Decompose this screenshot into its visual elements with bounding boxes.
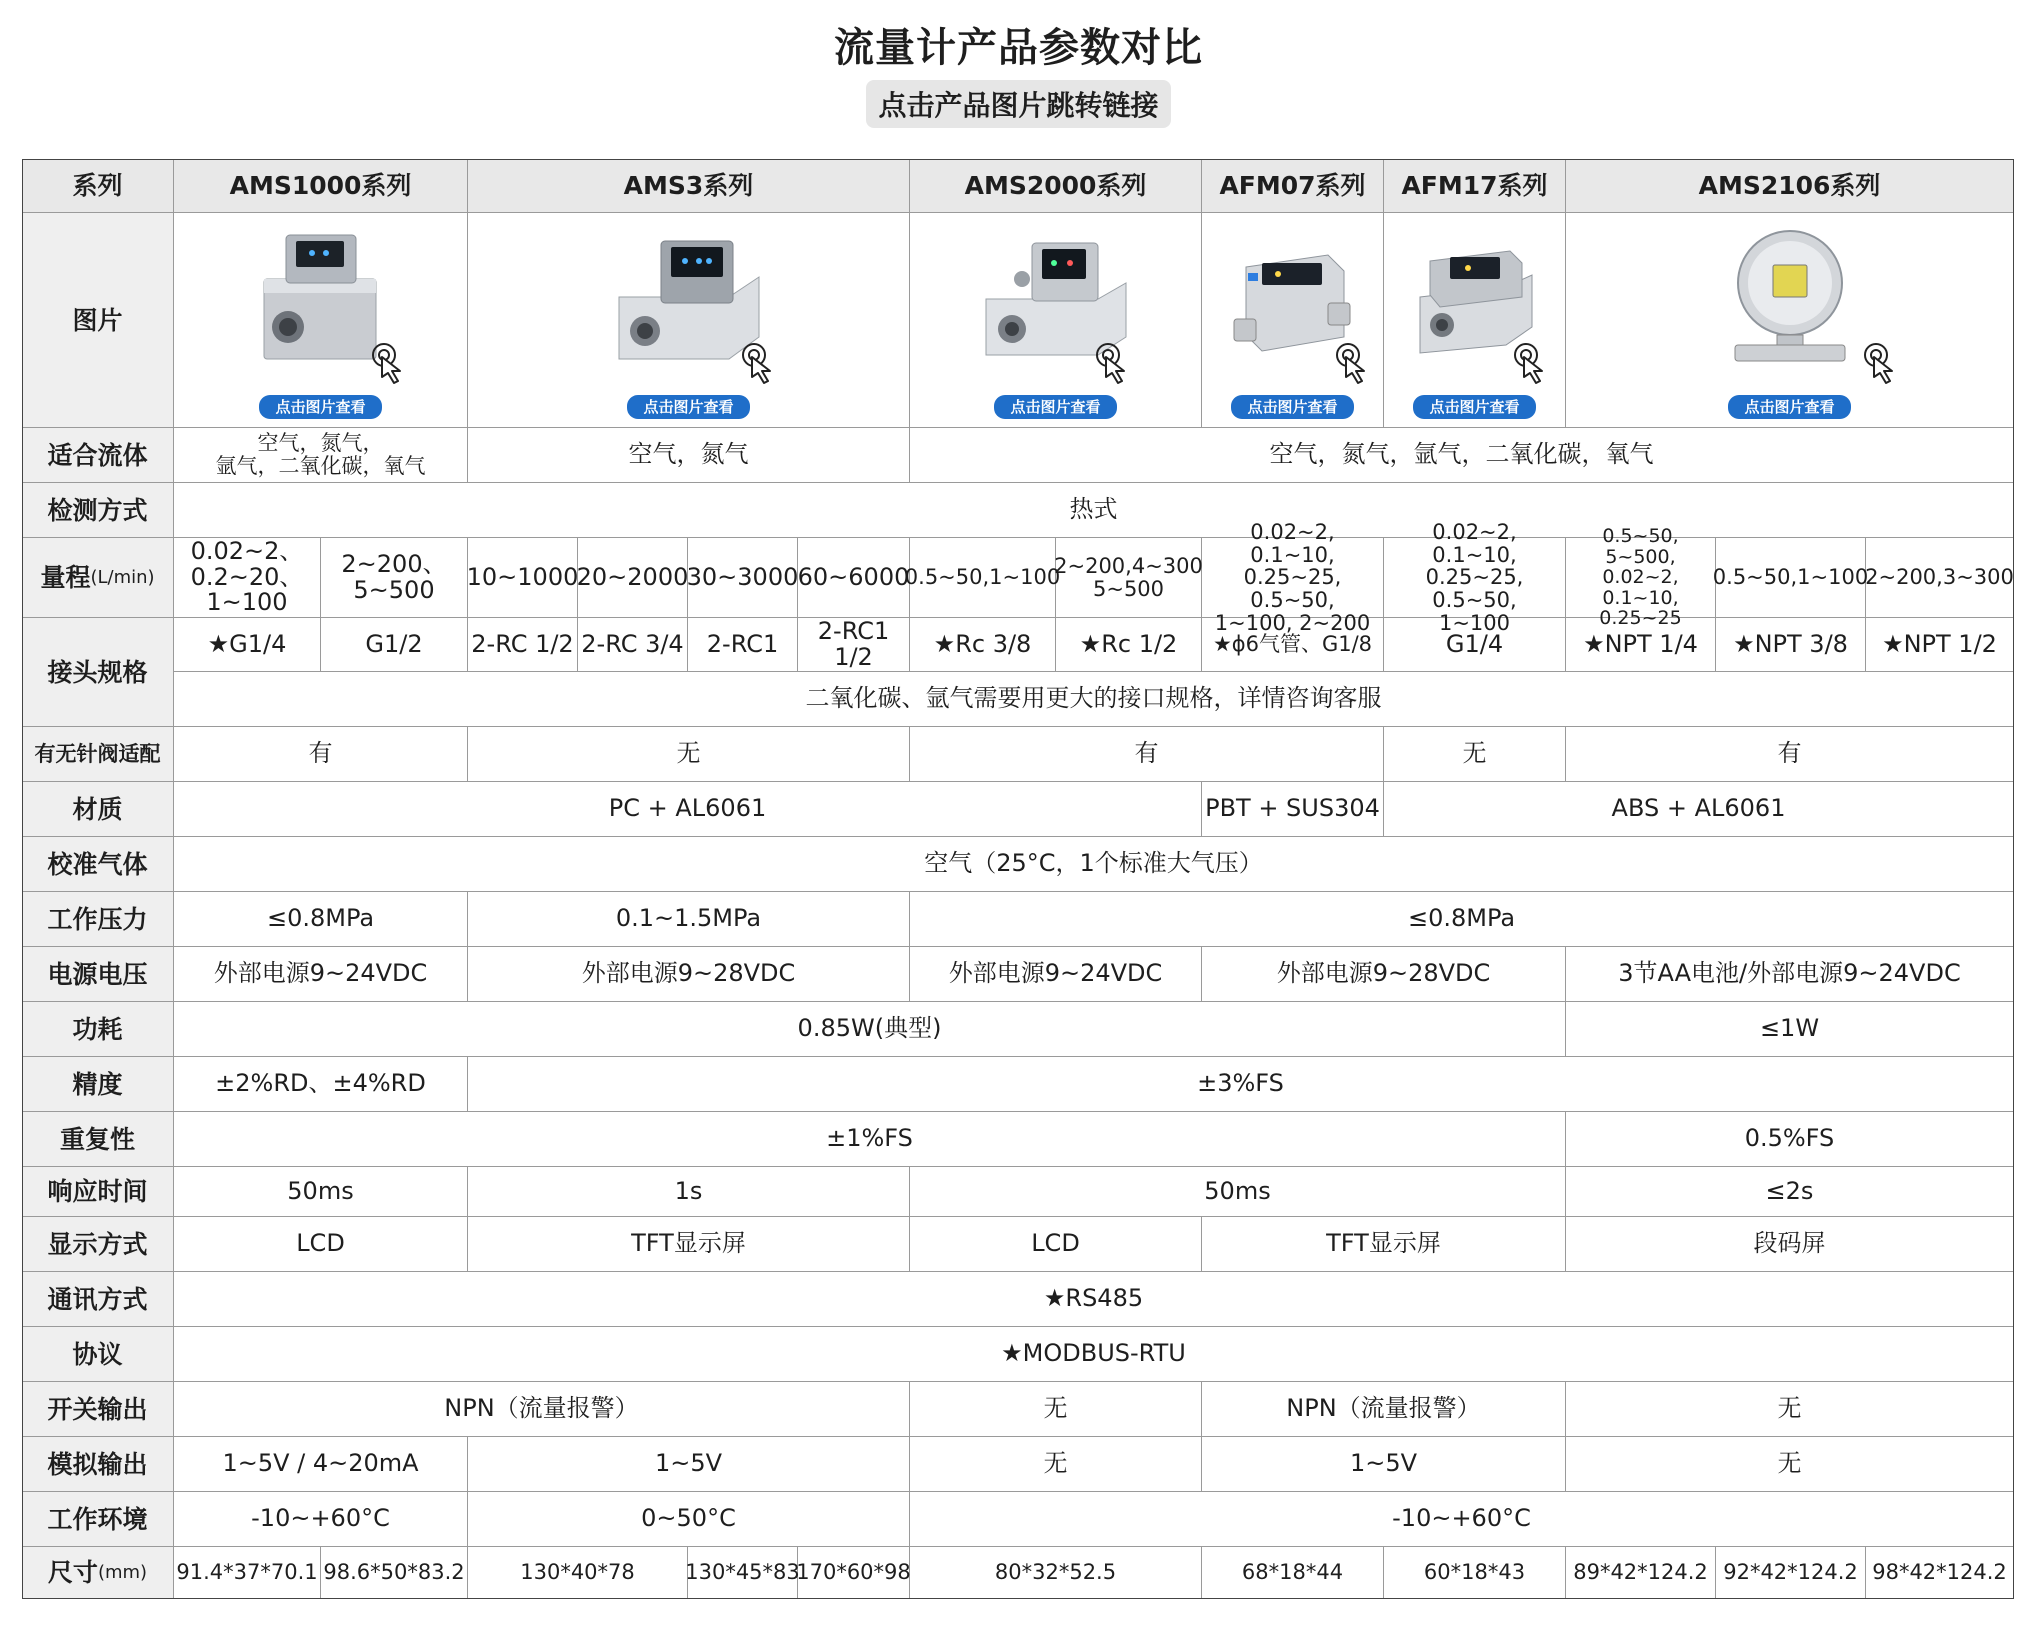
switch-out-value: NPN（流量报警） [174, 1382, 910, 1437]
label-display: 显示方式 [22, 1217, 174, 1272]
label-voltage: 电源电压 [22, 947, 174, 1002]
hand-pointer-icon [1092, 341, 1138, 387]
label-image: 图片 [22, 213, 174, 428]
size-value: 130*40*78 [468, 1547, 688, 1599]
label-pressure: 工作压力 [22, 892, 174, 947]
port-note: 二氧化碳、氩气需要用更大的接口规格，详情咨询客服 [174, 672, 2014, 727]
fluid-others: 空气，氮气，氩气，二氧化碳，氧气 [910, 428, 2014, 483]
size-value: 60*18*43 [1384, 1547, 1566, 1599]
size-value: 130*45*83 [688, 1547, 798, 1599]
analog-out-value: 无 [1566, 1437, 2014, 1492]
calib-value: 空气（25°C，1个标准大气压） [174, 837, 2014, 892]
needle-value: 有 [910, 727, 1384, 782]
voltage-value: 外部电源9~24VDC [174, 947, 468, 1002]
label-size-text: 尺寸 [47, 1558, 98, 1587]
label-method: 检测方式 [22, 483, 174, 538]
analog-out-value: 1~5V [468, 1437, 910, 1492]
label-protocol: 协议 [22, 1327, 174, 1382]
port-value: 2-RC 1/2 [468, 618, 578, 672]
hand-pointer-icon [1860, 341, 1906, 387]
range-value: 2~200,3~300 [1866, 538, 2014, 618]
label-material: 材质 [22, 782, 174, 837]
port-value: G1/2 [321, 618, 468, 672]
label-range-text: 量程 [40, 563, 91, 592]
material-value: PC + AL6061 [174, 782, 1202, 837]
display-value: TFT显示屏 [1202, 1217, 1566, 1272]
env-value: -10~+60°C [174, 1492, 468, 1547]
hand-pointer-icon [738, 341, 784, 387]
product-image-afm07[interactable] [1202, 213, 1384, 428]
comparison-table [22, 159, 2014, 1599]
voltage-value: 外部电源9~28VDC [1202, 947, 1566, 1002]
power-value: ≤1W [1566, 1002, 2014, 1057]
range-value: 0.5~50,1~100 [910, 538, 1056, 618]
pressure-value: ≤0.8MPa [910, 892, 2014, 947]
label-calib: 校准气体 [22, 837, 174, 892]
size-value: 89*42*124.2 [1566, 1547, 1716, 1599]
label-response: 响应时间 [22, 1167, 174, 1217]
range-value: 30~3000 [688, 538, 798, 618]
label-port: 接头规格 [22, 618, 174, 727]
label-analog-out: 模拟输出 [22, 1437, 174, 1492]
analog-out-value: 1~5V / 4~20mA [174, 1437, 468, 1492]
view-image-button[interactable]: 点击图片查看 [259, 395, 381, 419]
material-value: PBT + SUS304 [1202, 782, 1384, 837]
fluid-ams3: 空气，氮气 [468, 428, 910, 483]
size-value: 170*60*98 [798, 1547, 910, 1599]
hand-pointer-icon [368, 341, 414, 387]
size-value: 92*42*124.2 [1716, 1547, 1866, 1599]
response-value: ≤2s [1566, 1167, 2014, 1217]
subtitle-link-hint: 点击产品图片跳转链接 [866, 80, 1170, 128]
range-value: 0.02~2, 0.1~10, 0.25~25, 0.5~50, 1~100, 2~200 [1202, 538, 1384, 618]
size-value: 98*42*124.2 [1866, 1547, 2014, 1599]
port-value: ★Rc 3/8 [910, 618, 1056, 672]
header-ams2106: AMS2106系列 [1566, 159, 2014, 213]
header-afm17: AFM17系列 [1384, 159, 1566, 213]
port-value: ★G1/4 [174, 618, 321, 672]
label-env: 工作环境 [22, 1492, 174, 1547]
label-comm: 通讯方式 [22, 1272, 174, 1327]
label-repeat: 重复性 [22, 1112, 174, 1167]
label-power: 功耗 [22, 1002, 174, 1057]
response-value: 50ms [910, 1167, 1566, 1217]
switch-out-value: NPN（流量报警） [1202, 1382, 1566, 1437]
label-range [22, 538, 174, 618]
view-image-button[interactable]: 点击图片查看 [1231, 395, 1353, 419]
pressure-value: ≤0.8MPa [174, 892, 468, 947]
env-value: -10~+60°C [910, 1492, 2014, 1547]
label-size-unit: (mm) [97, 1561, 148, 1583]
accuracy-value: ±3%FS [468, 1057, 2014, 1112]
view-image-button[interactable]: 点击图片查看 [994, 395, 1116, 419]
range-value: 60~6000 [798, 538, 910, 618]
port-value: ★ϕ6气管、G1/8 [1202, 618, 1384, 672]
accuracy-value: ±2%RD、±4%RD [174, 1057, 468, 1112]
view-image-button[interactable]: 点击图片查看 [1728, 395, 1850, 419]
view-image-button[interactable]: 点击图片查看 [627, 395, 749, 419]
label-needle: 有无针阀适配 [22, 727, 174, 782]
hand-pointer-icon [1332, 341, 1378, 387]
voltage-value: 3节AA电池/外部电源9~24VDC [1566, 947, 2014, 1002]
label-size [22, 1547, 174, 1599]
view-image-button[interactable]: 点击图片查看 [1413, 395, 1535, 419]
range-value: 2~200、 5~500 [321, 538, 468, 618]
range-value: 10~1000 [468, 538, 578, 618]
needle-value: 有 [1566, 727, 2014, 782]
port-value: ★NPT 1/4 [1566, 618, 1716, 672]
range-value: 2~200,4~300 5~500 [1056, 538, 1202, 618]
port-value: ★Rc 1/2 [1056, 618, 1202, 672]
port-value: ★NPT 3/8 [1716, 618, 1866, 672]
header-ams2000: AMS2000系列 [910, 159, 1202, 213]
size-value: 98.6*50*83.2 [321, 1547, 468, 1599]
size-value: 80*32*52.5 [910, 1547, 1202, 1599]
port-value: ★NPT 1/2 [1866, 618, 2014, 672]
hand-pointer-icon [1510, 341, 1556, 387]
display-value: LCD [174, 1217, 468, 1272]
range-value: 0.5~50, 5~500, 0.02~2, 0.1~10, 0.25~25 [1566, 538, 1716, 618]
header-afm07: AFM07系列 [1202, 159, 1384, 213]
port-value: G1/4 [1384, 618, 1566, 672]
repeat-value: ±1%FS [174, 1112, 1566, 1167]
page-title: 流量计产品参数对比 [834, 25, 1203, 71]
display-value: 段码屏 [1566, 1217, 2014, 1272]
needle-value: 无 [468, 727, 910, 782]
repeat-value: 0.5%FS [1566, 1112, 2014, 1167]
product-image-ams2106[interactable] [1566, 213, 2014, 428]
size-value: 91.4*37*70.1 [174, 1547, 321, 1599]
port-value: 2-RC 3/4 [578, 618, 688, 672]
response-value: 50ms [174, 1167, 468, 1217]
product-image-afm17[interactable] [1384, 213, 1566, 428]
label-range-unit: (L/min) [90, 566, 155, 588]
range-value: 20~2000 [578, 538, 688, 618]
voltage-value: 外部电源9~24VDC [910, 947, 1202, 1002]
product-image-ams1000[interactable] [174, 213, 468, 428]
product-image-ams2000[interactable] [910, 213, 1202, 428]
range-value: 0.5~50,1~100 [1716, 538, 1866, 618]
product-image-ams3[interactable] [468, 213, 910, 428]
label-fluid: 适合流体 [22, 428, 174, 483]
needle-value: 有 [174, 727, 468, 782]
protocol-value: ★MODBUS-RTU [174, 1327, 2014, 1382]
analog-out-value: 1~5V [1202, 1437, 1566, 1492]
material-value: ABS + AL6061 [1384, 782, 2014, 837]
needle-value: 无 [1384, 727, 1566, 782]
env-value: 0~50°C [468, 1492, 910, 1547]
range-value: 0.02~2, 0.1~10, 0.25~25, 0.5~50, 1~100 [1384, 538, 1566, 618]
display-value: LCD [910, 1217, 1202, 1272]
voltage-value: 外部电源9~28VDC [468, 947, 910, 1002]
analog-out-value: 无 [910, 1437, 1202, 1492]
switch-out-value: 无 [1566, 1382, 2014, 1437]
label-accuracy: 精度 [22, 1057, 174, 1112]
pressure-value: 0.1~1.5MPa [468, 892, 910, 947]
port-value: 2-RC1 1/2 [798, 618, 910, 672]
switch-out-value: 无 [910, 1382, 1202, 1437]
label-switch-out: 开关输出 [22, 1382, 174, 1437]
header-ams1000: AMS1000系列 [174, 159, 468, 213]
header-ams3: AMS3系列 [468, 159, 910, 213]
header-series: 系列 [22, 159, 174, 213]
power-value: 0.85W(典型) [174, 1002, 1566, 1057]
size-value: 68*18*44 [1202, 1547, 1384, 1599]
range-value: 0.02~2、 0.2~20、 1~100 [174, 538, 321, 618]
method-value: 热式 [174, 483, 2014, 538]
fluid-ams1000: 空气，氮气， 氩气，二氧化碳，氧气 [174, 428, 468, 483]
port-value: 2-RC1 [688, 618, 798, 672]
response-value: 1s [468, 1167, 910, 1217]
comm-value: ★RS485 [174, 1272, 2014, 1327]
display-value: TFT显示屏 [468, 1217, 910, 1272]
